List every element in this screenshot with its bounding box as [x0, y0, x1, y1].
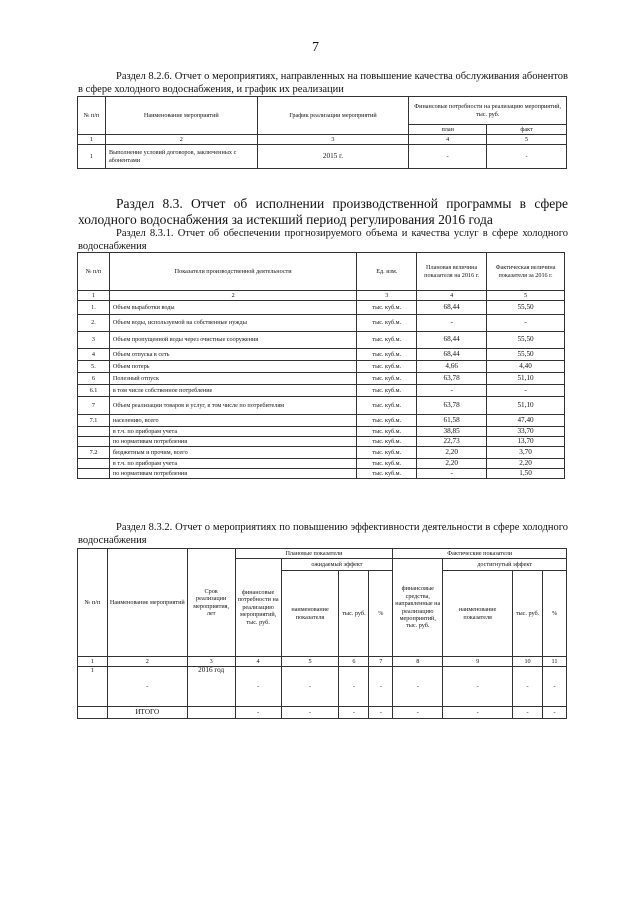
cell-unit: тыс. куб.м. — [357, 397, 417, 415]
cell: - — [339, 667, 369, 707]
col-unit-header: Ед. изм. — [357, 253, 417, 291]
cell-num: 7 — [78, 397, 110, 415]
cell-unit: тыс. куб.м. — [357, 301, 417, 315]
cell-plan: - — [417, 315, 487, 332]
cell-unit: тыс. куб.м. — [357, 437, 417, 447]
cell-fact: - — [487, 145, 567, 169]
header-row — [78, 549, 567, 559]
cell-plan: - — [417, 385, 487, 397]
indicator-name-header: наименование показателя — [281, 571, 339, 657]
col-plan-header: Плановая величина показателя на 2016 г. — [417, 253, 487, 291]
colnum: 5 — [487, 135, 567, 145]
colnum: 5 — [281, 657, 339, 667]
table-826 — [77, 96, 567, 169]
col-finance-header: Финансовые потребности на реализацию мероприятий, тыс. руб. — [409, 97, 567, 125]
header-row — [78, 253, 565, 291]
cell-name: Объем отпуска в сеть — [109, 349, 356, 361]
cell-num: 7.1 — [78, 415, 110, 427]
cell-plan: 68,44 — [417, 349, 487, 361]
colnum: 8 — [393, 657, 443, 667]
cell-fact: 47,40 — [487, 415, 565, 427]
cell-plan: 22,73 — [417, 437, 487, 447]
cell-unit: тыс. куб.м. — [357, 385, 417, 397]
cell: - — [443, 707, 513, 719]
thous-rub-header: тыс. руб. — [513, 571, 543, 657]
cell-plan: 68,44 — [417, 332, 487, 349]
table-831 — [77, 252, 565, 479]
colnum: 4 — [409, 135, 487, 145]
col-fact-header: Фактическая величина показателя за 2016 г. — [487, 253, 565, 291]
section-832-heading: Раздел 8.3.2. Отчет о мероприятиях по повышению эффективности деятельности в сфере холодного водоснабжения — [78, 522, 568, 546]
cell-name: Объем потерь — [109, 361, 356, 373]
cell: - — [339, 707, 369, 719]
fact-fin-header: финансовые средства, направленные на реализацию мероприятий, тыс. руб. — [393, 559, 443, 657]
colnum: 1 — [78, 135, 106, 145]
colnum: 10 — [513, 657, 543, 667]
cell-plan: 63,78 — [417, 397, 487, 415]
plan-fin-header: финансовые потребности на реализацию мероприятий, тыс. руб. — [235, 559, 281, 657]
cell-name: в том числе собственное потребление — [109, 385, 356, 397]
table-row — [78, 315, 565, 332]
cell-name: - — [107, 667, 187, 707]
colnum: 2 — [107, 657, 187, 667]
cell-num: 1 — [78, 667, 108, 707]
colnum: 1 — [78, 291, 110, 301]
thous-rub-header: тыс. руб. — [339, 571, 369, 657]
cell-num — [78, 437, 110, 447]
table-row — [78, 667, 567, 707]
cell-name: Полезный отпуск — [109, 373, 356, 385]
col-term-header: Срок реализации мероприятия, лет — [187, 549, 235, 657]
cell-num: 1. — [78, 301, 110, 315]
cell-fact: 55,50 — [487, 332, 565, 349]
cell-num: 5. — [78, 361, 110, 373]
cell-plan: 38,85 — [417, 427, 487, 437]
table-row — [78, 437, 565, 447]
cell-unit: тыс. куб.м. — [357, 373, 417, 385]
cell: - — [393, 667, 443, 707]
colnum-row — [78, 135, 567, 145]
cell-fact: 4,40 — [487, 361, 565, 373]
cell: - — [281, 707, 339, 719]
cell: - — [443, 667, 513, 707]
colnum: 7 — [369, 657, 393, 667]
cell-num — [78, 459, 110, 469]
section-83-heading: Раздел 8.3. Отчет об исполнении производственной программы в сфере холодного водоснабжения за истекший период регулирования 2016 года — [78, 196, 568, 227]
cell-fact: 3,70 — [487, 447, 565, 459]
cell-name: в т.ч. по приборам учета — [109, 427, 356, 437]
cell: - — [235, 707, 281, 719]
section-831-heading: Раздел 8.3.1. Отчет об обеспечении прогнозируемого объема и качества услуг в сфере холодного водоснабжения — [78, 228, 568, 252]
cell-name: бюджетным и прочим, всего — [109, 447, 356, 459]
cell-plan: 63,78 — [417, 373, 487, 385]
cell-num: 4 — [78, 349, 110, 361]
cell-unit: тыс. куб.м. — [357, 415, 417, 427]
cell-name: по нормативам потребления — [109, 437, 356, 447]
cell-num: 3 — [78, 332, 110, 349]
header-row — [78, 97, 567, 125]
cell-fact: 55,50 — [487, 301, 565, 315]
table-row — [78, 427, 565, 437]
cell-unit: тыс. куб.м. — [357, 349, 417, 361]
cell-unit: тыс. куб.м. — [357, 459, 417, 469]
table-row — [78, 361, 565, 373]
cell-plan: 2,20 — [417, 459, 487, 469]
achieved-header: достигнутый эффект — [443, 559, 567, 571]
cell-fact: 55,50 — [487, 349, 565, 361]
colnum: 2 — [109, 291, 356, 301]
col-fact-header: факт — [487, 125, 567, 135]
colnum: 11 — [542, 657, 566, 667]
cell-fact: 33,70 — [487, 427, 565, 437]
colnum: 3 — [187, 657, 235, 667]
cell-num: 6.1 — [78, 385, 110, 397]
cell-fact: 2,20 — [487, 459, 565, 469]
cell: - — [542, 667, 566, 707]
cell-plan: 61,58 — [417, 415, 487, 427]
colnum: 4 — [417, 291, 487, 301]
cell: - — [281, 667, 339, 707]
cell-term: 2016 год — [187, 667, 235, 707]
cell-fact: 51,10 — [487, 397, 565, 415]
percent-header: % — [542, 571, 566, 657]
cell-fact: 13,70 — [487, 437, 565, 447]
colnum: 6 — [339, 657, 369, 667]
cell-fact: 1,50 — [487, 469, 565, 479]
colnum: 9 — [443, 657, 513, 667]
col-num-header: № п/п — [78, 97, 106, 135]
table-row — [78, 385, 565, 397]
cell-num: 7.2 — [78, 447, 110, 459]
colnum: 4 — [235, 657, 281, 667]
actual-header: Фактические показатели — [393, 549, 567, 559]
cell-num — [78, 427, 110, 437]
cell-plan: 2,20 — [417, 447, 487, 459]
cell-name: Объем реализации товаров и услуг, в том числе по потребителям — [109, 397, 356, 415]
colnum-row — [78, 657, 567, 667]
table-row — [78, 301, 565, 315]
col-name-header: Наименование мероприятий — [105, 97, 257, 135]
cell-plan: - — [417, 469, 487, 479]
cell-name: по нормативам потребления — [109, 469, 356, 479]
table-row — [78, 447, 565, 459]
cell-num: 1 — [78, 145, 106, 169]
indicator-name-header: наименование показателя — [443, 571, 513, 657]
page-number: 7 — [312, 40, 319, 55]
cell-name: Объем пропущенной воды через очистные сооружения — [109, 332, 356, 349]
cell-name: Объем воды, используемой на собственные нужды — [109, 315, 356, 332]
cell-num: 2. — [78, 315, 110, 332]
cell: - — [369, 707, 393, 719]
total-label: ИТОГО — [107, 707, 187, 719]
table-row — [78, 373, 565, 385]
cell-plan: 68,44 — [417, 301, 487, 315]
expected-header: ожидаемый эффект — [281, 559, 393, 571]
percent-header: % — [369, 571, 393, 657]
col-schedule-header: График реализации мероприятий — [257, 97, 409, 135]
colnum: 5 — [487, 291, 565, 301]
cell-empty — [78, 707, 108, 719]
cell: - — [235, 667, 281, 707]
cell-name: в т.ч. по приборам учета — [109, 459, 356, 469]
cell-name: населению, всего — [109, 415, 356, 427]
cell-plan: - — [409, 145, 487, 169]
table-row — [78, 332, 565, 349]
col-num-header: № п/п — [78, 549, 108, 657]
section-826-heading: Раздел 8.2.6. Отчет о мероприятиях, направленных на повышение качества обслуживания абонентов в сфере холодного водоснабжения, и график их реализации — [78, 71, 568, 95]
cell-unit: тыс. куб.м. — [357, 332, 417, 349]
cell-fact: - — [487, 385, 565, 397]
colnum: 3 — [257, 135, 409, 145]
cell-plan: 4,66 — [417, 361, 487, 373]
cell-num — [78, 469, 110, 479]
cell-empty — [187, 707, 235, 719]
cell-unit: тыс. куб.м. — [357, 427, 417, 437]
col-plan-header: план — [409, 125, 487, 135]
cell: - — [513, 707, 543, 719]
cell: - — [513, 667, 543, 707]
cell-unit: тыс. куб.м. — [357, 361, 417, 373]
cell: - — [393, 707, 443, 719]
cell-fact: - — [487, 315, 565, 332]
table-row — [78, 415, 565, 427]
table-row — [78, 145, 567, 169]
cell-schedule: 2015 г. — [257, 145, 409, 169]
cell: - — [369, 667, 393, 707]
cell-unit: тыс. куб.м. — [357, 315, 417, 332]
colnum: 2 — [105, 135, 257, 145]
cell-num: 6 — [78, 373, 110, 385]
table-row — [78, 397, 565, 415]
colnum: 1 — [78, 657, 108, 667]
cell-unit: тыс. куб.м. — [357, 447, 417, 459]
col-name-header: Наименование мероприятий — [107, 549, 187, 657]
cell-name: Выполнение условий договоров, заключенных с абонентами — [105, 145, 257, 169]
cell-unit: тыс. куб.м. — [357, 469, 417, 479]
col-name-header: Показатели производственной деятельности — [109, 253, 356, 291]
cell-fact: 51,10 — [487, 373, 565, 385]
total-row — [78, 707, 567, 719]
table-row — [78, 349, 565, 361]
colnum: 3 — [357, 291, 417, 301]
table-row — [78, 469, 565, 479]
cell-name: Объем выработки воды — [109, 301, 356, 315]
table-row — [78, 459, 565, 469]
cell: - — [542, 707, 566, 719]
table-832 — [77, 548, 567, 719]
planned-header: Плановые показатели — [235, 549, 393, 559]
colnum-row — [78, 291, 565, 301]
col-num-header: № п/п — [78, 253, 110, 291]
